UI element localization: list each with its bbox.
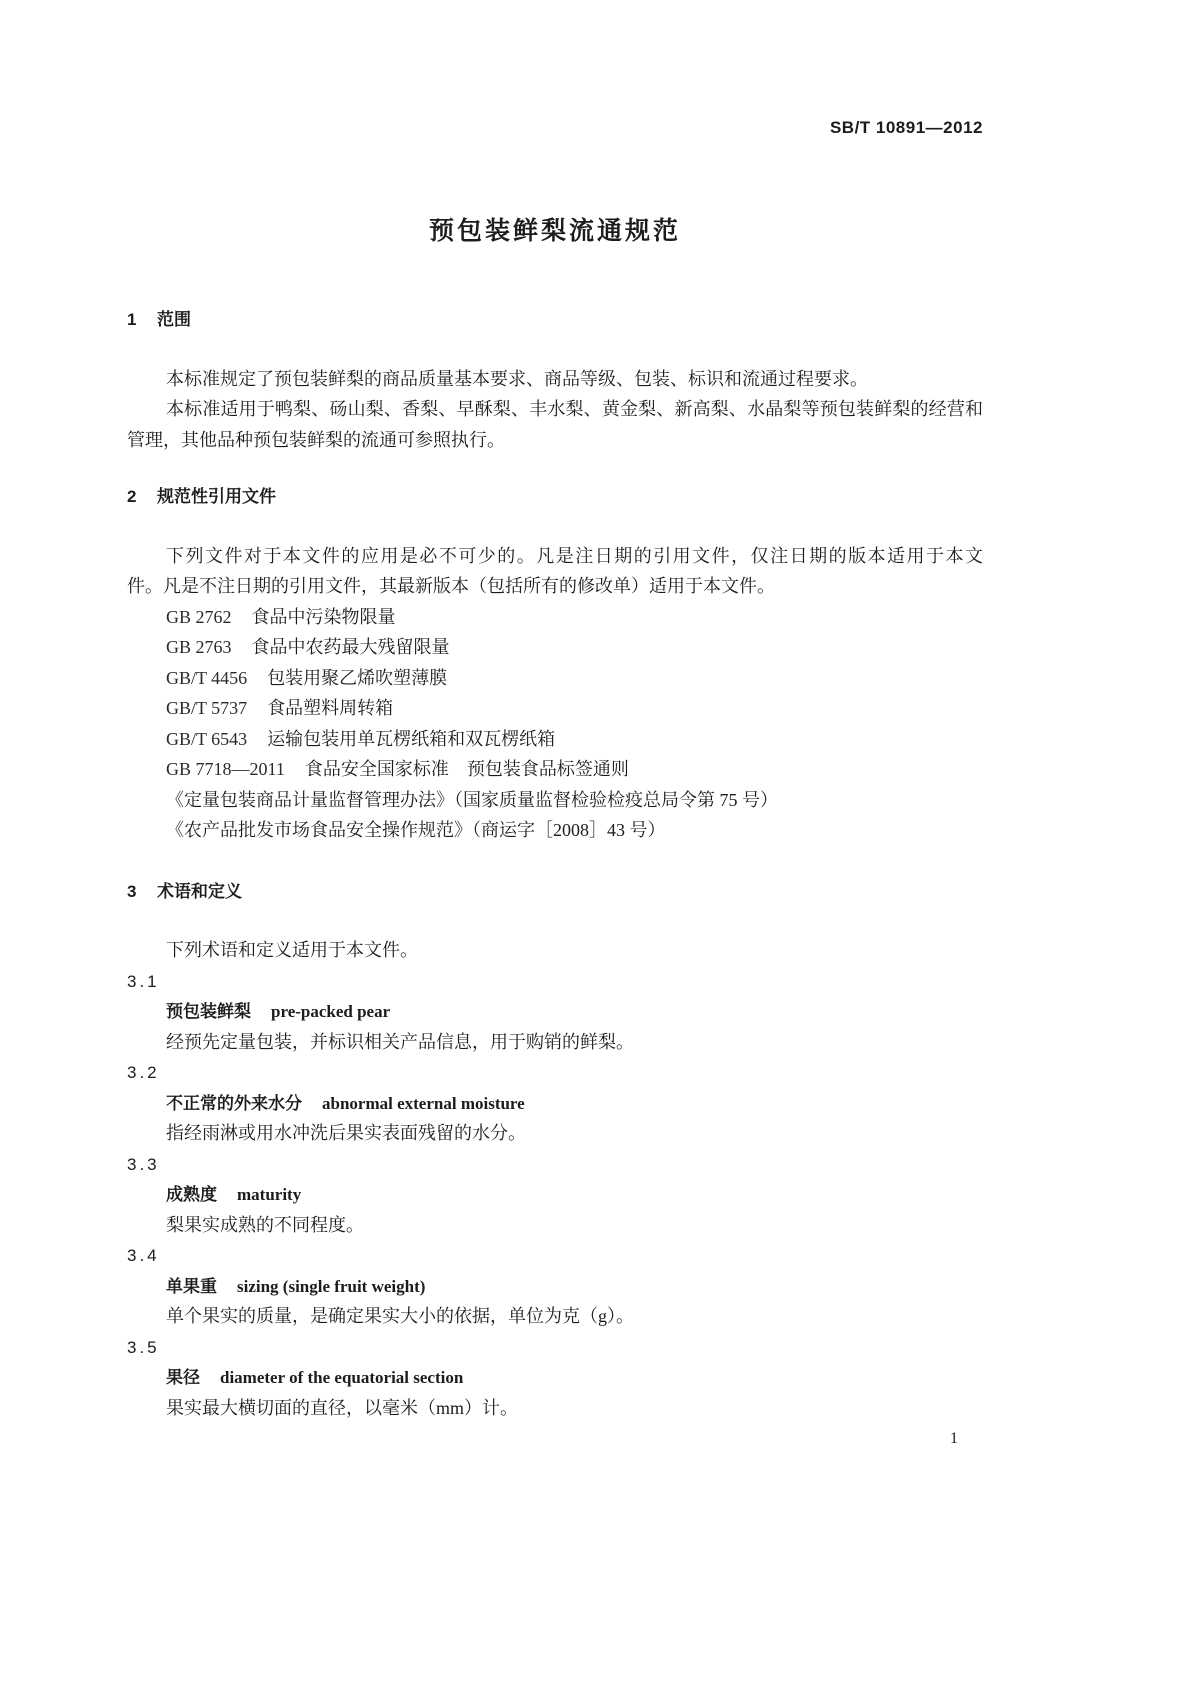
reference-title: 食品中污染物限量	[251, 606, 396, 627]
term-entry	[127, 996, 983, 1027]
reference-document: 《农产品批发市场食品安全操作规范》（商运字［2008］43 号）	[166, 820, 666, 840]
reference-item	[127, 602, 983, 633]
term-english: diameter of the equatorial section	[220, 1368, 464, 1387]
term-english: sizing (single fruit weight)	[237, 1276, 426, 1296]
document-body	[127, 305, 983, 1423]
reference-title: 食品安全国家标准 预包装食品标签通则	[304, 759, 629, 779]
term-number	[127, 1332, 983, 1363]
term-english: pre-packed pear	[271, 1002, 391, 1021]
term-english: maturity	[237, 1185, 302, 1204]
section-number: 1	[127, 310, 137, 329]
term-number-text: 3.1	[127, 971, 160, 991]
reference-code: GB/T 6543	[166, 728, 248, 749]
term-english: abnormal external moisture	[322, 1093, 525, 1113]
term-number	[127, 1057, 983, 1088]
reference-code: GB 2762	[166, 606, 232, 627]
terms-intro: 下列术语和定义适用于本文件。	[166, 940, 418, 960]
term-number-text: 3.5	[127, 1337, 160, 1357]
section-heading-normative-references	[127, 482, 983, 513]
scope-paragraph-2-line-2: 管理，其他品种预包装鲜梨的流通可参照执行。	[127, 429, 505, 450]
reference-code: GB 7718—2011	[166, 759, 285, 779]
reference-item	[127, 754, 983, 785]
term-chinese: 果径	[166, 1368, 200, 1387]
references-intro-line-2: 件。凡是不注日期的引用文件，其最新版本（包括所有的修改单）适用于本文件。	[127, 576, 775, 596]
term-number-text: 3.4	[127, 1246, 160, 1265]
section-title: 范围	[157, 310, 191, 329]
term-chinese: 预包装鲜梨	[166, 1002, 251, 1021]
scope-paragraph-2-line-1: 本标准适用于鸭梨、砀山梨、香梨、早酥梨、丰水梨、黄金梨、新高梨、水晶梨等预包装鲜梨的经营和	[166, 399, 983, 419]
section-title: 术语和定义	[157, 881, 242, 901]
reference-item	[127, 724, 983, 755]
term-chinese: 不正常的外来水分	[166, 1093, 302, 1113]
references-intro-line-1: 下列文件对于本文件的应用是必不可少的。凡是注日期的引用文件，仅注日期的版本适用于本文	[166, 545, 983, 566]
term-entry	[127, 1362, 983, 1393]
reference-title: 食品中农药最大残留限量	[251, 637, 450, 657]
term-definition: 梨果实成熟的不同程度。	[166, 1214, 364, 1235]
reference-title: 食品塑料周转箱	[267, 698, 394, 718]
term-number-text: 3.2	[127, 1063, 160, 1082]
document-title: 预包装鲜梨流通规范	[428, 217, 681, 245]
term-definition: 单个果实的质量，是确定果实大小的依据，单位为克（g）。	[166, 1306, 634, 1326]
scope-paragraph-1: 本标准规定了预包装鲜梨的商品质量基本要求、商品等级、包装、标识和流通过程要求。	[166, 368, 868, 389]
term-number	[127, 1149, 983, 1180]
term-number	[127, 966, 983, 997]
term-chinese: 单果重	[166, 1276, 217, 1296]
section-heading-terms	[127, 877, 983, 908]
term-entry	[127, 1088, 983, 1119]
reference-document: 《定量包装商品计量监督管理办法》（国家质量监督检验检疫总局令第 75 号）	[166, 789, 778, 810]
reference-item	[127, 663, 983, 694]
term-definition: 果实最大横切面的直径，以毫米（mm）计。	[166, 1397, 519, 1418]
term-entry	[127, 1271, 983, 1302]
section-title: 规范性引用文件	[157, 487, 276, 506]
section-number: 2	[127, 487, 137, 506]
reference-item	[127, 693, 983, 724]
section-number: 3	[127, 881, 137, 901]
page-number: 1	[950, 1430, 958, 1447]
reference-title: 运输包装用单瓦楞纸箱和双瓦楞纸箱	[267, 728, 556, 749]
term-definition: 经预先定量包装，并标识相关产品信息，用于购销的鲜梨。	[166, 1031, 634, 1052]
section-heading-scope	[127, 305, 983, 336]
term-definition: 指经雨淋或用水冲洗后果实表面残留的水分。	[166, 1123, 526, 1143]
reference-title: 包装用聚乙烯吹塑薄膜	[267, 667, 448, 688]
reference-code: GB 2763	[166, 637, 232, 657]
term-entry	[127, 1179, 983, 1210]
standard-number: SB/T 10891—2012	[829, 118, 983, 137]
term-number-text: 3.3	[127, 1154, 160, 1174]
reference-item	[127, 632, 983, 663]
term-number	[127, 1240, 983, 1271]
term-chinese: 成熟度	[166, 1185, 217, 1204]
reference-code: GB/T 5737	[166, 698, 248, 718]
reference-code: GB/T 4456	[166, 667, 248, 688]
